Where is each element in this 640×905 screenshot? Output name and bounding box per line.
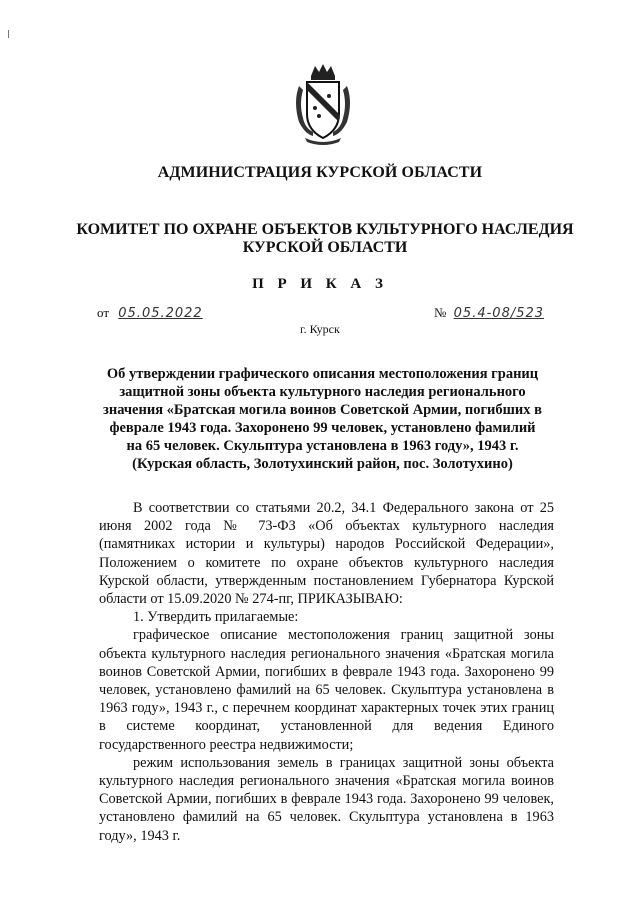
number-line	[434, 305, 544, 321]
paragraph-graphic-description: графическое описание местоположения границ защитной зоны объекта культурного наследия регионального значения «Братская могила воинов Советской Армии, погибших в феврале 1943 года. Захоронено 99 человек, установлено фамилий на 65 человек. Скульптура установлена в 1963 году», 1943 г., с перечнем координат характерных точек этих границ в системе координат, установленной для ведения Единого государственного реестра недвижимости;	[99, 627, 554, 753]
administration-title: АДМИНИСТРАЦИЯ КУРСКОЙ ОБЛАСТИ	[157, 164, 483, 181]
date-line	[97, 305, 203, 321]
order-subject: Об утверждении графического описания местоположения границ защитной зоны объекта культурного наследия регионального значения «Братская могила воинов Советской Армии, погибших в феврале 1943 года. Захоронено 99 человек, установлено фамилий на 65 человек. Скульптура установлена в 1963 году», 1943 г. (Курская область, Золотухинский район, пос. Золотухино)	[103, 366, 542, 472]
handwritten-date: 05.05.2022	[118, 306, 203, 321]
paragraph-item-1: 1. Утвердить прилагаемые:	[133, 609, 299, 626]
paragraph-legal-basis: В соответствии со статьями 20.2, 34.1 Федерального закона от 25 июня 2002 года № 73-ФЗ «Об объектах культурного наследия (памятниках истории и культуры) народов Российской Федерации», Положением о комитете по охране объектов культурного наследия Курской области, утвержденным постановлением Губернатора Курской области от 15.09.2020 № 274-пг, ПРИКАЗЫВАЮ:	[99, 500, 554, 608]
committee-title: КОМИТЕТ ПО ОХРАНЕ ОБЪЕКТОВ КУЛЬТУРНОГО НАСЛЕДИЯ КУРСКОЙ ОБЛАСТИ	[76, 221, 574, 256]
city-label: г. Курск	[300, 322, 340, 336]
scan-mark	[8, 30, 9, 38]
order-body	[99, 499, 554, 845]
date-prefix: от	[97, 305, 110, 320]
number-prefix: №	[434, 305, 447, 320]
paragraph-land-use-regime: режим использования земель в границах защитной зоны объекта культурного наследия регионального значения «Братская могила воинов Советской Армии, погибших в феврале 1943 года. Захоронено 99 человек, установлено фамилий на 65 человек. Скульптура установлена в 1963 году», 1943 г.	[99, 754, 554, 844]
handwritten-number: 05.4-08/523	[453, 306, 545, 321]
document-type: П Р И К А З	[252, 276, 388, 292]
coat-of-arms-icon	[291, 62, 355, 146]
